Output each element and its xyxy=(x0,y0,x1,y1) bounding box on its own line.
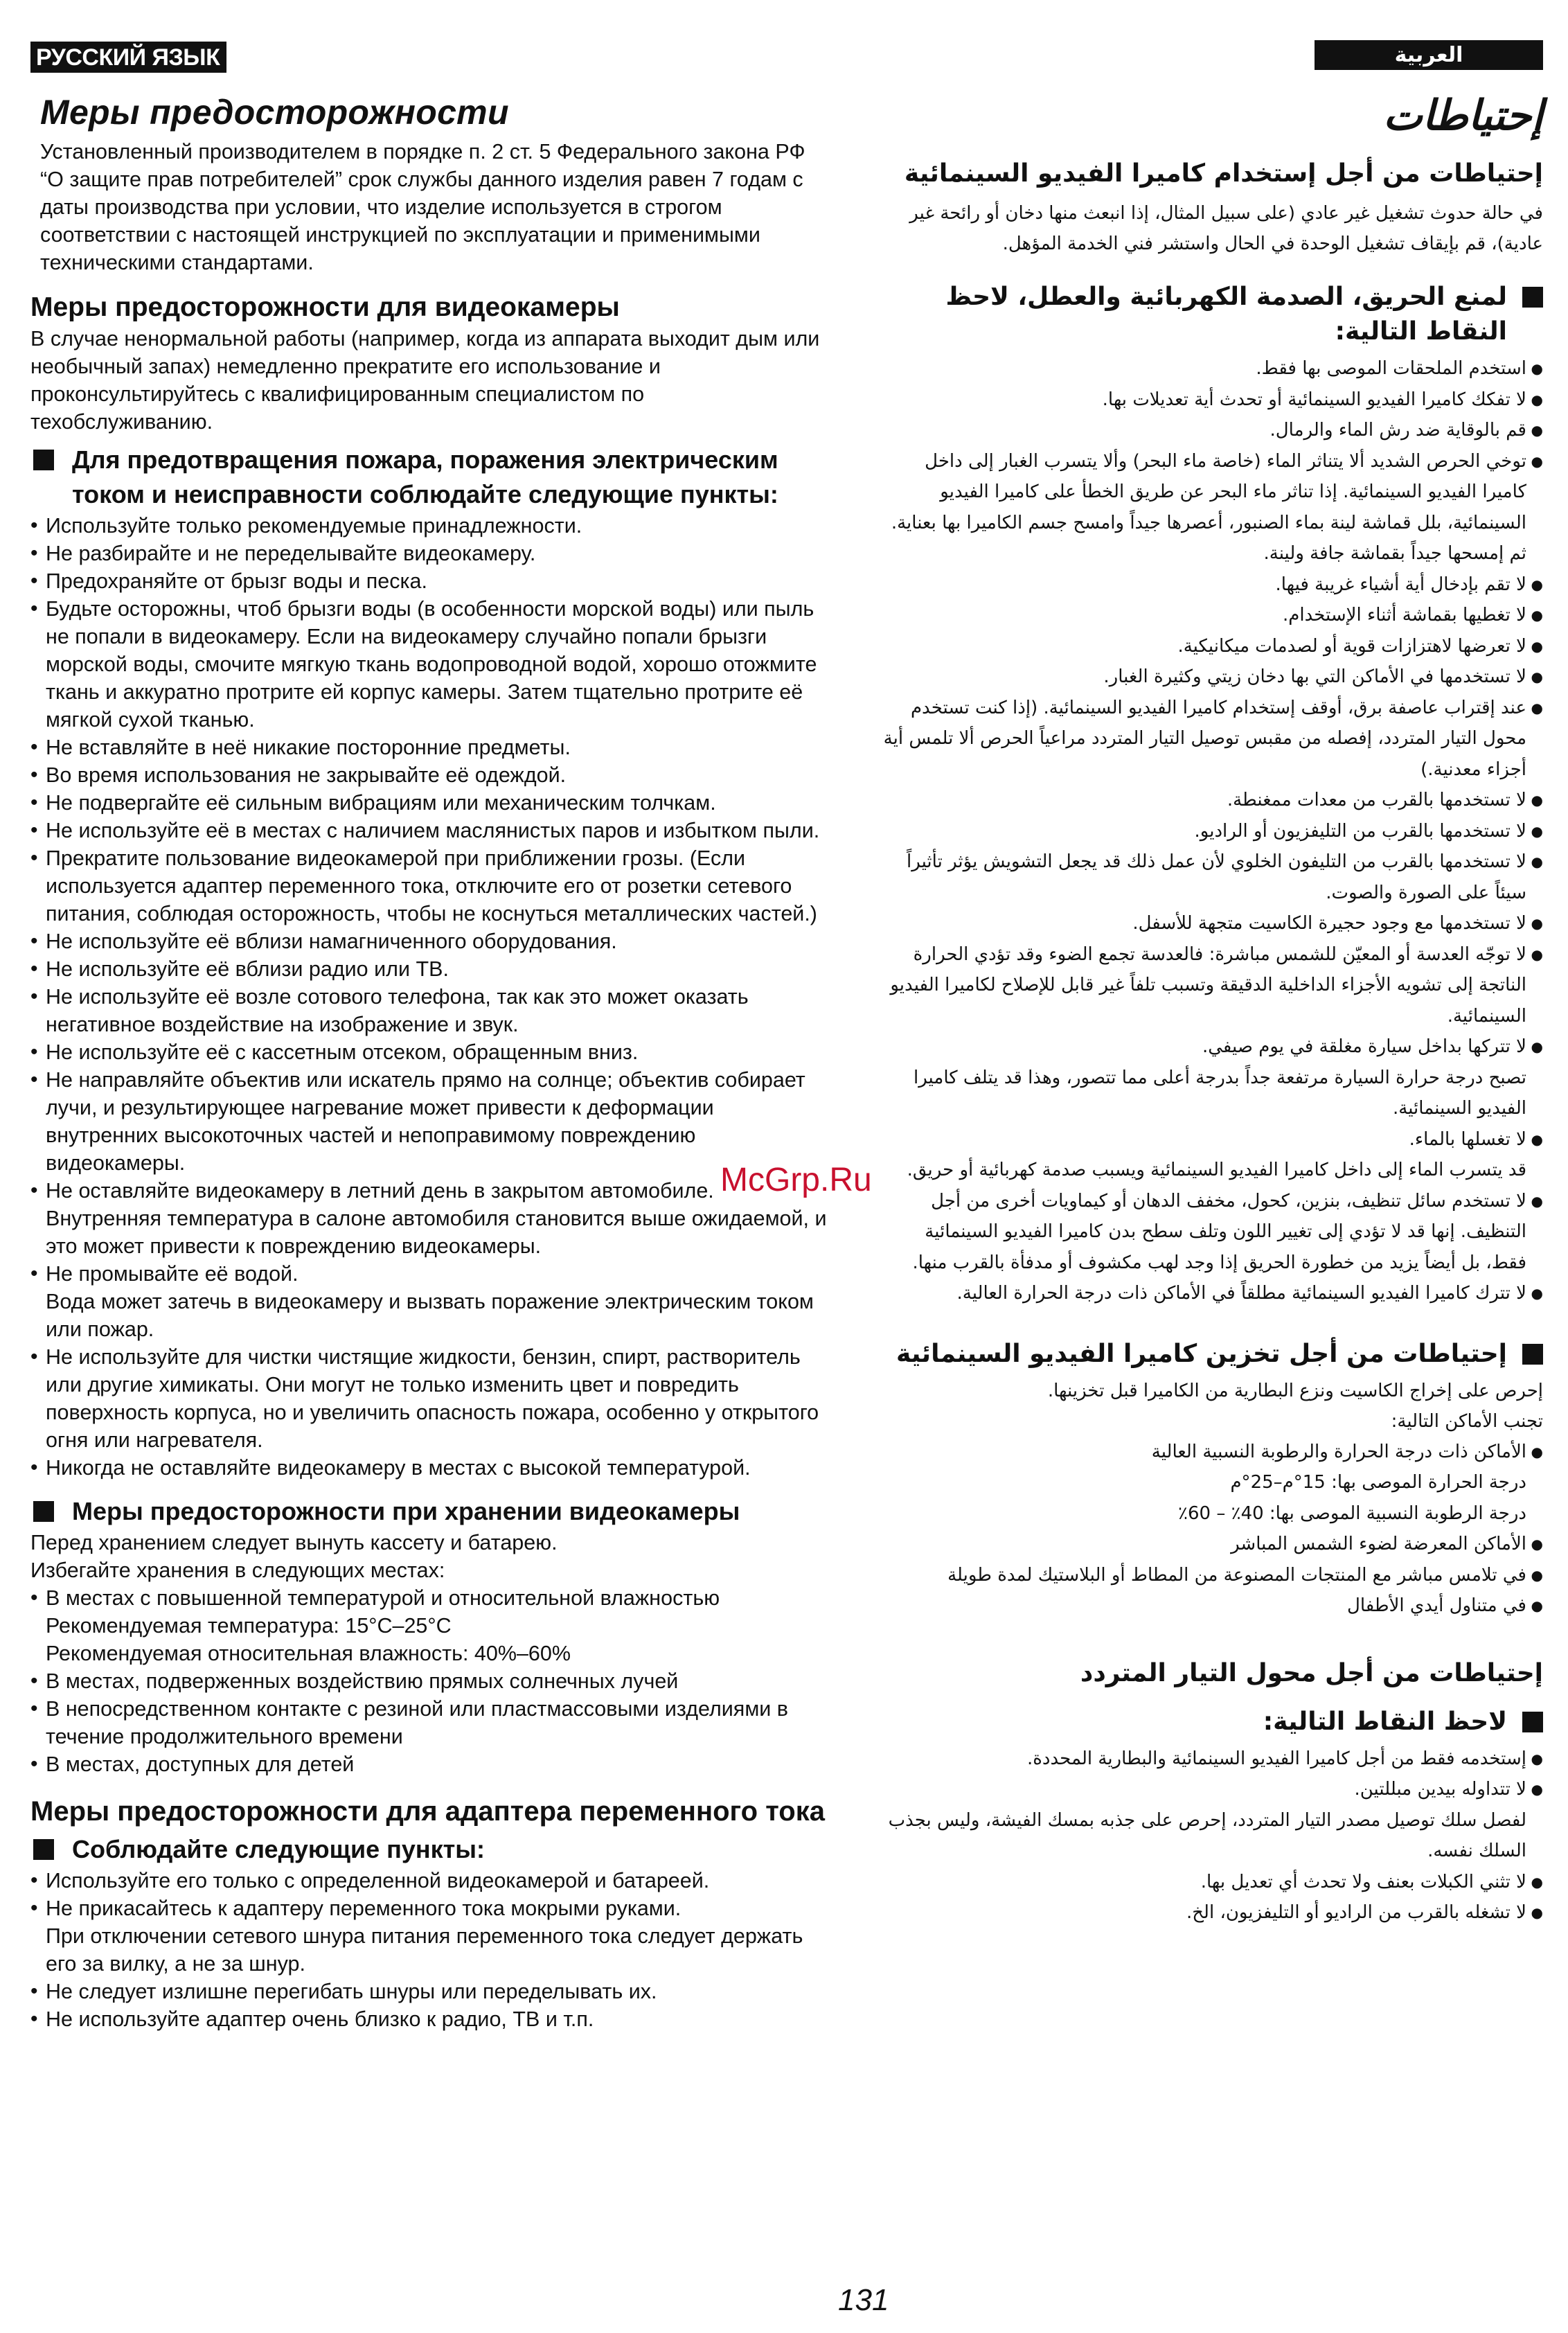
ru-camera-heading: Меры предосторожности для видеокамеры xyxy=(30,292,620,322)
list-item: • Не используйте её с кассетным отсеком, обращенным вниз. xyxy=(30,1038,827,1066)
list-item-continuation: درجة الحرارة الموصى بها: 15°م–25°م xyxy=(1230,1472,1526,1493)
list-item: ● لا تتداوله بيدين مبللتين. xyxy=(880,1774,1543,1805)
list-item: ● لا تشغله بالقرب من الراديو أو التليفزيون، الخ. xyxy=(880,1897,1543,1928)
list-item: ● في متناول أيدي الأطفال xyxy=(880,1590,1543,1622)
ru-storage-heading: Меры предосторожности при хранении видеокамеры xyxy=(30,1494,827,1529)
list-item: • Не используйте её вблизи намагниченного оборудования. xyxy=(30,928,827,955)
list-item: ● لا توجّه العدسة أو المعيّن للشمس مباشرة: فالعدسة تجمع الضوء وقد تؤدي الحرارة الناتجة إلى تشويه الأجزاء الداخلية الدقيقة وتسبب تلفاً غير قابل للإصلاح لكاميرا الفيديو السينمائية. xyxy=(880,939,1543,1032)
list-item: • Не оставляйте видеокамеру в летний день в закрытом автомобиле. Внутренняя температура в салоне автомобиля становится выше ожидаемой, и это может привести к повреждению видеокамеры. xyxy=(30,1177,827,1260)
ar-camera-text: في حالة حدوث تشغيل غير عادي (على سبيل المثال، إذا انبعث منها دخان أو رائحة غير عادية)، قم بإيقاف تشغيل الوحدة في الحال واستشر فني الخدمة المؤهل. xyxy=(909,203,1543,254)
list-item: • Не используйте адаптер очень близко к радио, ТВ и т.п. xyxy=(30,2005,827,2033)
list-item: ● لا تثني الكبلات بعنف ولا تحدث أي تعديل بها. xyxy=(880,1867,1543,1898)
list-item-continuation: درجة الرطوبة النسبية الموصى بها: 40٪ – 60٪ xyxy=(1178,1502,1526,1524)
list-item-continuation: لفصل سلك توصيل مصدر التيار المتردد، إحرص على جذبه بمسك الفيشة، وليس بجذب السلك نفسه. xyxy=(888,1809,1526,1861)
list-item: • В местах, доступных для детей xyxy=(30,1750,827,1778)
list-item: ● لا تستخدم سائل تنظيف، بنزين، كحول، مخفف الدهان أو كيماويات أخرى من أجل التنظيف. إنها قد لا تؤدي إلى تغيير اللون وتلف سطح بدن كاميرا الفيديو السينمائية فقط، بل أيضاً يزيد من خطورة الحريق إذا وجد لهب مكشوف أو مدفأة بالقرب منها. xyxy=(880,1186,1543,1279)
page-number: 131 xyxy=(838,2283,889,2317)
ar-adapter-heading: إحتياطات من أجل محول التيار المتردد xyxy=(1080,1658,1543,1687)
square-bullet-icon xyxy=(33,1501,54,1522)
ru-storage-line2: Избегайте хранения в следующих местах: xyxy=(30,1559,445,1582)
list-item-continuation: تصبح درجة حرارة السيارة مرتفعة جداً بدرجة أعلى مما تتصور، وهذا قد يتلف كاميرا الفيديو السينمائية. xyxy=(913,1067,1526,1119)
ru-camera-list xyxy=(30,512,827,1482)
list-item-continuation: Вода может затечь в видеокамеру и вызвать поражение электрическим током или пожар. xyxy=(46,1290,814,1341)
list-item: • Не подвергайте её сильным вибрациям или механическим толчкам. xyxy=(30,789,827,817)
list-item: • В местах с повышенной температурой и относительной влажностью xyxy=(30,1584,827,1612)
list-item: ● لا تفكك كاميرا الفيديو السينمائية أو تحدث أية تعديلات بها. xyxy=(880,384,1543,416)
ar-camera-list xyxy=(880,353,1543,1309)
list-item: • Не прикасайтесь к адаптеру переменного тока мокрыми руками. xyxy=(30,1895,827,1922)
list-item: • Не направляйте объектив или искатель прямо на солнце; объектив собирает лучи, и результирующее нагревание может привести к деформации внутренних высокоточных частей и непоправимому повреждению видеокамеры. xyxy=(30,1066,827,1177)
list-item: ● لا تتركها بداخل سيارة مغلقة في يوم صيفي. xyxy=(880,1031,1543,1063)
ru-storage-list xyxy=(30,1584,827,1778)
ar-storage-line1: إحرص على إخراج الكاسيت ونزع البطارية من الكاميرا قبل تخزينها. xyxy=(1047,1380,1543,1401)
list-item: • Во время использования не закрывайте её одеждой. xyxy=(30,761,827,789)
ar-page-title: إحتياطات xyxy=(1383,91,1543,140)
list-item: ● قم بالوقاية ضد رش الماء والرمال. xyxy=(880,415,1543,446)
list-item: • Не промывайте её водой. xyxy=(30,1260,827,1288)
ar-storage-line2: تجنب الأماكن التالية: xyxy=(1391,1410,1543,1432)
list-item: ● استخدم الملحقات الموصى بها فقط. xyxy=(880,353,1543,384)
ar-adapter-list xyxy=(880,1744,1543,1928)
list-item: ● إستخدمه فقط من أجل كاميرا الفيديو السينمائية والبطارية المحددة. xyxy=(880,1744,1543,1775)
square-bullet-icon xyxy=(1522,1344,1543,1365)
russian-language-tab: РУССКИЙ ЯЗЫК xyxy=(30,42,226,73)
list-item: ● لا تستخدمها بالقرب من التليفزيون أو الراديو. xyxy=(880,816,1543,847)
list-item: • Предохраняйте от брызг воды и песка. xyxy=(30,567,827,595)
square-bullet-icon xyxy=(33,450,54,470)
list-item: • Используйте только рекомендуемые принадлежности. xyxy=(30,512,827,540)
list-item: ● لا تترك كاميرا الفيديو السينمائية مطلقاً في الأماكن ذات درجة الحرارة العالية. xyxy=(880,1278,1543,1309)
list-item: • Используйте его только с определенной видеокамерой и батареей. xyxy=(30,1867,827,1895)
list-item: ● لا تستخدمها مع وجود حجيرة الكاسيت متجهة للأسفل. xyxy=(880,908,1543,939)
list-item: ● لا تستخدمها في الأماكن التي بها دخان زيتي وكثيرة الغبار. xyxy=(880,662,1543,693)
list-item: • Не разбирайте и не переделывайте видеокамеру. xyxy=(30,540,827,567)
ar-storage-list xyxy=(880,1437,1543,1622)
list-item-continuation: Рекомендуемая температура: 15°C–25°C xyxy=(46,1614,452,1638)
ru-adapter-subheading: Соблюдайте следующие пункты: xyxy=(30,1832,827,1867)
ru-adapter-heading: Меры предосторожности для адаптера переменного тока xyxy=(30,1796,825,1827)
list-item: ● الأماكن ذات درجة الحرارة والرطوبة النسبية العالية xyxy=(880,1437,1543,1468)
list-item: • В непосредственном контакте с резиной или пластмассовыми изделиями в течение продолжительного времени xyxy=(30,1695,827,1750)
list-item: ● لا تستخدمها بالقرب من التليفون الخلوي لأن عمل ذلك قد يجعل التشويش يؤثر تأثيراً سيئاً على الصورة والصوت. xyxy=(880,846,1543,908)
list-item: ● توخي الحرص الشديد ألا يتناثر الماء (خاصة ماء البحر) وألا يتسرب الغبار إلى داخل كاميرا الفيديو السينمائية. إذا تناثر ماء البحر عن طريق الخطأ على كاميرا الفيديو السينمائية، بلل قماشة لينة بماء الصنبور، أعصرها جيداً وامسح جسم الكاميرا بها بعناية. ثم إمسحها جيداً بقماشة جافة ولينة. xyxy=(880,446,1543,569)
watermark-link[interactable]: McGrp.Ru xyxy=(720,1162,872,1198)
list-item: ● عند إقتراب عاصفة برق، أوقف إستخدام كاميرا الفيديو السينمائية. (إذا كنت تستخدم محول التيار المتردد، إفصله من مقبس توصيل التيار المتردد مراعياً الحرص ألا تلمس أية أجزاء معدنية.) xyxy=(880,693,1543,786)
list-item: • Не используйте для чистки чистящие жидкости, бензин, спирт, растворитель или другие химикаты. Они могут не только изменить цвет и повредить поверхность корпуса, но и увеличить опасность пожара, особенно у открытого огня или нагревателя. xyxy=(30,1343,827,1454)
ar-camera-heading: إحتياطات من أجل إستخدام كاميرا الفيديو السينمائية xyxy=(904,159,1543,188)
list-item: • Будьте осторожны, чтоб брызги воды (в особенности морской воды) или пыль не попали в видеокамеру. Если на видеокамеру случайно попали брызги морской воды, смочите мягкую ткань водопроводной водой, хорошо отожмите ткань и аккуратно протрите ей корпус камеры. Затем тщательно протрите её мягкой сухой тканью. xyxy=(30,595,827,734)
list-item: • Не используйте её возле сотового телефона, так как это может оказать негативное воздействие на изображение и звук. xyxy=(30,983,827,1038)
ru-page-title: Меры предосторожности xyxy=(40,93,509,132)
list-item: • Не используйте её в местах с наличием маслянистых паров и избытком пыли. xyxy=(30,817,827,844)
ar-camera-subheading: لمنع الحريق، الصدمة الكهربائية والعطل، لاحظ النقاط التالية: xyxy=(880,280,1543,349)
list-item: ● لا تعرضها لاهتزازات قوية أو لصدمات ميكانيكية. xyxy=(880,631,1543,662)
square-bullet-icon xyxy=(33,1839,54,1860)
list-item: ● لا تقم بإدخال أية أشياء غريبة فيها. xyxy=(880,569,1543,601)
ar-adapter-subheading: لاحظ النقاط التالية: xyxy=(880,1705,1543,1739)
square-bullet-icon xyxy=(1522,287,1543,308)
ru-camera-subheading: Для предотвращения пожара, поражения электрическим током и неисправности соблюдайте следующие пункты: xyxy=(30,443,827,512)
arabic-language-tab: العربية xyxy=(1315,40,1543,70)
list-item: • Никогда не оставляйте видеокамеру в местах с высокой температурой. xyxy=(30,1454,827,1482)
list-item: • В местах, подверженных воздействию прямых солнечных лучей xyxy=(30,1667,827,1695)
list-item: • Не используйте её вблизи радио или ТВ. xyxy=(30,955,827,983)
arabic-column xyxy=(880,42,1543,1928)
ru-adapter-list xyxy=(30,1867,827,2033)
list-item-continuation: Рекомендуемая относительная влажность: 40%–60% xyxy=(46,1642,571,1665)
list-item: ● لا تغطيها بقماشة أثناء الإستخدام. xyxy=(880,600,1543,631)
list-item: • Не вставляйте в неё никакие посторонние предметы. xyxy=(30,734,827,761)
list-item: • Не следует излишне перегибать шнуры или переделывать их. xyxy=(30,1978,827,2005)
list-item-continuation: При отключении сетевого шнура питания переменного тока следует держать его за вилку, а не за шнур. xyxy=(46,1924,803,1976)
list-item: ● لا تستخدمها بالقرب من معدات ممغنطة. xyxy=(880,785,1543,816)
list-item-continuation: قد يتسرب الماء إلى داخل كاميرا الفيديو السينمائية ويسبب صدمة كهربائية أو حريق. xyxy=(907,1160,1526,1180)
list-item: ● الأماكن المعرضة لضوء الشمس المباشر xyxy=(880,1529,1543,1560)
list-item: • Прекратите пользование видеокамерой при приближении грозы. (Если используется адаптер переменного тока, отключите его от розетки сетевого питания, соблюдая осторожность, чтобы не коснуться металлических частей.) xyxy=(30,844,827,928)
russian-column xyxy=(30,42,827,2033)
list-item: ● لا تغسلها بالماء. xyxy=(880,1124,1543,1155)
square-bullet-icon xyxy=(1522,1712,1543,1732)
ru-camera-text: В случае ненормальной работы (например, когда из аппарата выходит дым или необычный запах) немедленно прекратите его использование и проконсультируйтесь с квалифицированным специалистом по техобслуживанию. xyxy=(30,327,820,434)
ar-storage-heading: إحتياطات من أجل تخزين كاميرا الفيديو السينمائية xyxy=(880,1337,1543,1372)
list-item: ● في تلامس مباشر مع المنتجات المصنوعة من المطاط أو البلاستيك لمدة طويلة xyxy=(880,1560,1543,1591)
ru-storage-line1: Перед хранением следует вынуть кассету и батарею. xyxy=(30,1531,558,1554)
ru-intro: Установленный производителем в порядке п. 2 ст. 5 Федерального закона РФ “О защите прав потребителей” срок службы данного изделия равен 7 годам с даты производства при условии, что изделие используется в строгом соответствии с настоящей инструкцией по эксплуатации и применимыми техническими стандартами. xyxy=(40,140,805,274)
